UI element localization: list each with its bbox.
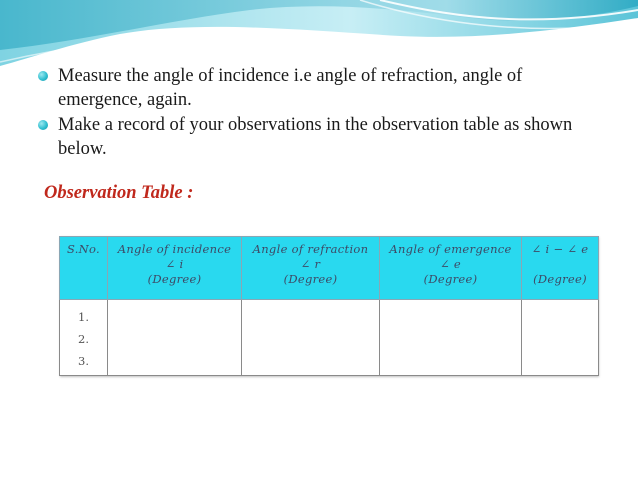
- header-symbol: ∠ r: [300, 257, 321, 271]
- refraction-cell: [242, 300, 380, 376]
- header-unit: (Degree): [423, 272, 478, 286]
- observation-table-title: Observation Table :: [44, 183, 194, 203]
- header-sno: [60, 237, 108, 300]
- header-angle-difference: [522, 237, 599, 300]
- bullet-text: Make a record of your observations in the observation table as shown below.: [58, 115, 573, 159]
- header-line: Angle of incidence: [117, 242, 232, 256]
- bullet-list: [38, 64, 598, 162]
- serial-number: 3.: [78, 354, 89, 368]
- observation-table-image: [59, 236, 598, 376]
- bullet-icon: [38, 71, 48, 81]
- bullet-item: [38, 113, 598, 161]
- bullet-icon: [38, 120, 48, 130]
- bullet-item: [38, 64, 598, 112]
- header-angle-emergence: [380, 237, 522, 300]
- serial-number: 2.: [78, 332, 89, 346]
- incidence-cell: [108, 300, 242, 376]
- serial-number: 1.: [78, 310, 89, 324]
- emergence-cell: [380, 300, 522, 376]
- header-line: Angle of emergence: [389, 242, 512, 256]
- observation-table: [59, 236, 599, 376]
- header-symbol: ∠ i: [165, 257, 184, 271]
- header-symbol: ∠ e: [440, 257, 461, 271]
- difference-cell: [522, 300, 599, 376]
- header-line: S.No.: [66, 242, 101, 256]
- header-unit: (Degree): [147, 272, 202, 286]
- header-unit: (Degree): [533, 272, 587, 286]
- header-angle-incidence: [108, 237, 242, 300]
- header-line: ∠ i − ∠ e: [531, 242, 589, 256]
- table-row: [60, 300, 599, 376]
- table-header-row: [60, 237, 599, 300]
- header-line: Angle of refraction: [252, 242, 369, 256]
- header-angle-refraction: [242, 237, 380, 300]
- bullet-text: Measure the angle of incidence i.e angle of refraction, angle of emergence, again.: [58, 66, 523, 110]
- sno-cell: [60, 300, 108, 376]
- header-unit: (Degree): [283, 272, 338, 286]
